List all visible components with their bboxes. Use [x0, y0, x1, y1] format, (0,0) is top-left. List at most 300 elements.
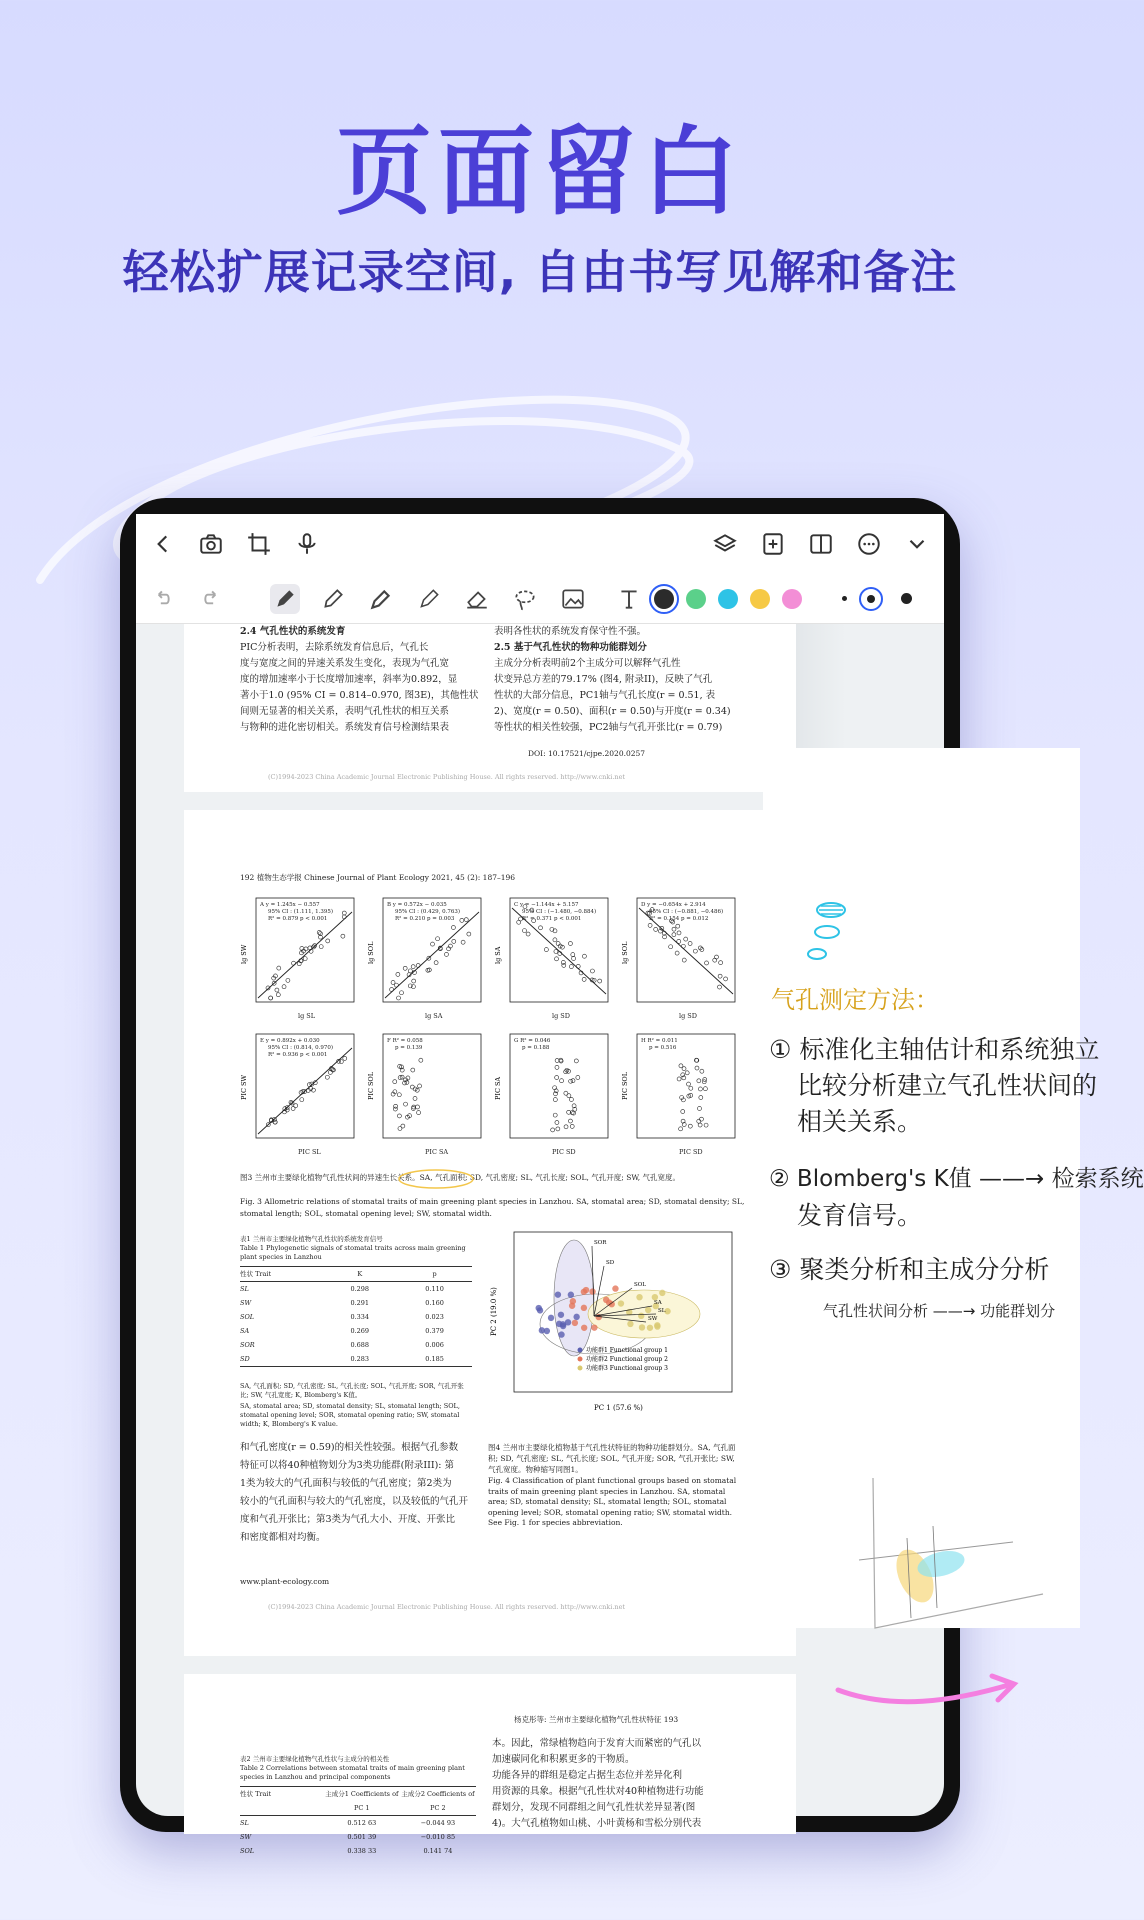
figure3-panel-E [240, 1030, 358, 1158]
data-point [522, 929, 526, 933]
pca-point [537, 1307, 543, 1313]
group1-ellipse [554, 1240, 594, 1356]
note-line-2b: 发育信号。 [797, 1201, 923, 1230]
panel-ci: p = 0.516 [649, 1045, 677, 1051]
panel-xlabel: PIC SD [679, 1148, 703, 1156]
data-point [393, 1107, 397, 1111]
data-point [418, 1084, 422, 1088]
legend-label: 功能群2 Functional group 2 [586, 1356, 668, 1363]
data-point [648, 923, 652, 927]
figure3-panel-D [621, 894, 739, 1022]
hero-title: 页面留白 [336, 116, 744, 228]
data-point [679, 1127, 683, 1131]
pca-point [572, 1320, 578, 1326]
table-cell: 0.006 [425, 1341, 444, 1349]
data-point [568, 942, 572, 946]
data-point [555, 957, 559, 961]
panel-ylabel: lg SW [240, 944, 248, 964]
data-point [275, 988, 279, 992]
data-point [598, 979, 602, 983]
panel-ci: 95% CI : (−1.480, −0.884) [522, 909, 597, 915]
pencil-icon[interactable] [318, 584, 348, 614]
data-point [698, 1087, 702, 1091]
pca-point [558, 1312, 564, 1318]
text-line: 2.4 气孔性状的系统发育 [240, 626, 346, 637]
panel-r2: R² = 0.210 p = 0.003 [395, 916, 455, 922]
data-point [413, 1096, 417, 1100]
pca-point [583, 1287, 589, 1293]
text-line: 度的增加速率小于长度增加速率，斜率为0.892，显 [240, 674, 458, 685]
note-line-1c: 相关关系。 [797, 1107, 923, 1136]
table-cell: SOL [240, 1847, 255, 1855]
data-point [693, 949, 697, 953]
data-point [276, 993, 280, 997]
redo-icon[interactable] [196, 584, 226, 614]
figure3-panel-B [367, 894, 485, 1022]
pca-arrow-label: SD [606, 1260, 615, 1266]
panel-ci: 95% CI : (−0.881, −0.486) [649, 909, 724, 915]
page-header: 杨克彤等: 兰州市主要绿化植物气孔性状特征 193 [514, 1715, 679, 1724]
panel-xlabel: PIC SD [552, 1148, 576, 1156]
data-point [582, 977, 586, 981]
panel-ci: p = 0.188 [522, 1045, 550, 1051]
panel-r2: R² = 0.879 p < 0.001 [268, 916, 328, 922]
panel-ylabel: lg SOL [367, 941, 375, 964]
data-point [539, 926, 543, 930]
table-row [240, 1816, 476, 1830]
hero-subtitle: 轻松扩展记录空间, 自由书写见解和备注 [122, 245, 958, 299]
table-cell: SL [240, 1819, 249, 1827]
text-line: 与物种的进化密切相关。系统发育信号检测结果表 [240, 722, 450, 733]
panel-ci: 95% CI : (0.429, 0.763) [395, 909, 460, 915]
data-point [273, 1120, 277, 1124]
table-row [240, 1296, 472, 1310]
notes-title: 气孔测定方法： [771, 986, 939, 1014]
table-cell: 0.023 [425, 1313, 444, 1321]
table-cell: SOL [240, 1313, 255, 1321]
pca-point [581, 1325, 587, 1331]
table-row [240, 1787, 476, 1816]
text-line: 用资源的具象。根据气孔性状对40种植物进行功能 [492, 1786, 704, 1797]
pca-point [638, 1313, 644, 1319]
data-point [688, 941, 692, 945]
pca-point [627, 1321, 633, 1327]
table-cell: 0.283 [350, 1355, 370, 1363]
panel-xlabel: PIC SA [425, 1148, 449, 1156]
table-row [240, 1267, 472, 1282]
pca-point [570, 1298, 576, 1304]
panel-xlabel: lg SD [679, 1012, 697, 1020]
panel-equation: B y = 0.572x − 0.035 [387, 902, 447, 908]
data-point [699, 1096, 703, 1100]
pca-point [548, 1315, 554, 1321]
text-line: 和气孔密度(r = 0.59)的相关性较强。根据气孔参数 [240, 1442, 459, 1453]
data-point [687, 1082, 691, 1086]
data-point [669, 945, 673, 949]
panel-ylabel: lg SOL [621, 941, 629, 964]
data-point [704, 1123, 708, 1127]
page-header: 192 植物生态学报 Chinese Journal of Plant Ecology 2021, 45 (2): 187–196 [240, 873, 516, 882]
text-line: 2.5 基于气孔性状的物种功能群划分 [494, 642, 647, 653]
table2 [240, 1786, 476, 1858]
table1-note-en: SA, stomatal area; SD, stomatal density; SL, stomatal length; SOL, stomatal opening level; SOR, stomatal opening ratio; SW, stomatal width; K, Blomberg's K value. [240, 1402, 460, 1428]
data-point [326, 939, 330, 943]
data-point [411, 1068, 415, 1072]
data-point [404, 1102, 408, 1106]
table2-title-cn: 表2 兰州市主要绿化植物气孔性状与主成分的相关性 [240, 1755, 390, 1763]
stroke-size-large[interactable] [901, 593, 912, 604]
pca-point [568, 1292, 574, 1298]
data-point [590, 969, 594, 973]
image-icon[interactable] [558, 584, 588, 614]
data-point [574, 1059, 578, 1063]
crop-icon[interactable] [244, 529, 274, 559]
text-line: 和密度都相对均衡。 [240, 1532, 326, 1543]
data-point [410, 1085, 414, 1089]
table-cell: 性状 Trait [240, 1790, 272, 1798]
data-point [571, 1079, 575, 1083]
data-point [303, 957, 307, 961]
table-cell: SL [240, 1285, 249, 1293]
data-point [282, 985, 286, 989]
table-cell: 0.512 63 [347, 1819, 377, 1827]
doi-text: DOI: 10.17521/cjpe.2020.0257 [528, 749, 646, 758]
data-point [556, 942, 560, 946]
note-line-3: ③ 聚类分析和主成分分析 [769, 1255, 1050, 1284]
note-line-2a: ② Blomberg's K值 ——→ 检索系统 [769, 1166, 1144, 1192]
data-point [719, 961, 723, 965]
data-point [571, 953, 575, 957]
chevron-down-icon[interactable] [902, 529, 932, 559]
panel-ylabel: PIC SW [240, 1074, 248, 1100]
pca-point [555, 1291, 561, 1297]
data-point [672, 927, 676, 931]
panel-ci: 95% CI : (0.814, 0.970) [268, 1045, 333, 1051]
data-point [699, 1117, 703, 1121]
table2-title-en: Table 2 Correlations between stomatal traits of main greening plant species in Lanzhou and principal components [240, 1764, 465, 1781]
panel-equation: A y = 1.245x − 0.557 [260, 902, 320, 908]
pca-ylabel: PC 2 (19.0 %) [490, 1287, 498, 1336]
text-line: 表明各性状的系统发育保守性不强。 [494, 626, 647, 637]
text-line: 加速碳同化和积累更多的干物质。 [492, 1754, 635, 1765]
table-cell: SW [240, 1299, 252, 1307]
panel-xlabel: PIC SL [298, 1148, 321, 1156]
panel-r2: R² = 0.154 p = 0.012 [649, 916, 709, 922]
text-line: 2)、宽度(r = 0.50)、面积(r = 0.50)与开度(r = 0.34) [494, 706, 731, 717]
panel-xlabel: lg SD [552, 1012, 570, 1020]
table-cell: 0.110 [425, 1285, 444, 1293]
data-point [526, 932, 530, 936]
figure3-panel-H [621, 1030, 739, 1158]
text-line: 群划分，发现不同群组之间气孔性状差异显著(图 [492, 1802, 696, 1813]
table-cell: 0.141 74 [423, 1847, 453, 1855]
color-swatch-black[interactable] [654, 589, 674, 609]
pca-point [589, 1288, 595, 1294]
highlight-ellipse [396, 1166, 476, 1192]
table-cell: 0.338 33 [347, 1847, 377, 1855]
panel-r2: R² = 0.936 p < 0.001 [268, 1052, 328, 1058]
stroke-size-small[interactable] [842, 596, 847, 601]
table-cell: 0.160 [425, 1299, 444, 1307]
figure4-pca-plot [484, 1226, 740, 1426]
highlighter-icon[interactable] [414, 584, 444, 614]
data-point [408, 969, 412, 973]
table-cell: 0.688 [350, 1341, 370, 1349]
data-point [553, 1113, 557, 1117]
text-line: 特征可以将40种植物划分为3类功能群(附录III): 第 [240, 1460, 455, 1471]
data-point [714, 955, 718, 959]
stroke-size-medium[interactable] [867, 595, 875, 603]
table-row [240, 1352, 472, 1366]
data-point [556, 1127, 560, 1131]
text-line: 1类为较大的气孔面积与较低的气孔密度；第2类为 [240, 1478, 452, 1489]
panel-ci: 95% CI : (1.111, 1.395) [268, 909, 333, 915]
table-cell: 0.379 [425, 1327, 444, 1335]
data-point [582, 954, 586, 958]
copyright-text: (C)1994-2023 China Academic Journal Electronic Publishing House. All rights reserved. http://www.cnki.net [268, 773, 626, 781]
data-point [451, 926, 455, 930]
pca-arrow-label: SA [654, 1300, 662, 1306]
table-cell: p [432, 1270, 437, 1278]
doodle-circles [793, 898, 853, 978]
data-point [419, 1058, 423, 1062]
copyright-text: (C)1994-2023 China Academic Journal Electronic Publishing House. All rights reserved. http://www.cnki.net [268, 1603, 626, 1611]
table-cell: −0.044 93 [420, 1819, 456, 1827]
text-line: 状变异总方差的79.17% (图4, 附录II)，反映了气孔 [494, 674, 713, 685]
add-note-icon[interactable] [758, 529, 788, 559]
data-point [460, 918, 464, 922]
text-icon[interactable] [614, 584, 644, 614]
data-point [689, 1086, 693, 1090]
text-line: 间则无显著的相关关系，表明气孔性状的相互关系 [240, 706, 450, 717]
camera-icon[interactable] [196, 529, 226, 559]
text-line: 著小于1.0 (95% CI = 0.814–0.970, 图3E)，其他性状 [240, 690, 479, 701]
pca-point [654, 1323, 660, 1329]
data-point [569, 965, 573, 969]
data-point [555, 1076, 559, 1080]
data-point [436, 937, 440, 941]
pca-point [591, 1324, 597, 1330]
pca-arrow-label: SL [658, 1308, 666, 1314]
data-point [412, 979, 416, 983]
text-line: 主成分分析表明前2个主成分可以解释气孔性 [494, 658, 681, 669]
panel-xlabel: lg SL [298, 1012, 316, 1020]
data-point [342, 911, 346, 915]
table1 [240, 1266, 472, 1367]
note-line-1a: ① 标准化主轴估计和系统独立 [769, 1035, 1100, 1064]
table-cell: 0.185 [425, 1355, 444, 1363]
data-point [343, 1056, 347, 1060]
text-line: 性状的大部分信息，PC1轴与气孔长度(r = 0.51, 表 [494, 690, 716, 701]
eraser-icon[interactable] [462, 584, 492, 614]
data-point [544, 948, 548, 952]
color-swatch-yellow[interactable] [750, 589, 770, 609]
pink-arrow-stroke [832, 1670, 1022, 1720]
data-point [411, 965, 415, 969]
table-row [240, 1338, 472, 1352]
table-cell: 0.501 39 [347, 1833, 377, 1841]
data-point [553, 1098, 557, 1102]
pen-toolbar [136, 574, 944, 624]
text-line: 功能各异的群组是稳定占据生态位并差异化利 [492, 1770, 683, 1781]
data-point [675, 951, 679, 955]
pca-arrow-label: SW [648, 1316, 658, 1322]
pca-point [558, 1331, 564, 1337]
text-line: 4)。大气孔植物如山桃、小叶黄杨和雪松分别代表 [492, 1818, 702, 1829]
data-point [570, 1124, 574, 1128]
data-point [705, 961, 709, 965]
data-point [698, 1123, 702, 1127]
data-point [452, 939, 456, 943]
data-point [396, 972, 400, 976]
pca-point [647, 1325, 653, 1331]
pca-point [659, 1290, 665, 1296]
text-line: 度与宽度之间的异速关系发生变化，表现为气孔宽 [240, 658, 450, 669]
panel-ci: p = 0.139 [395, 1045, 423, 1051]
table-row [240, 1830, 476, 1844]
text-line: 等性状的相关性较强，PC2轴与气孔开张比(r = 0.79) [494, 722, 723, 733]
data-point [291, 1107, 295, 1111]
text-line: 较小的气孔面积与较大的气孔密度，以及较低的气孔开 [240, 1496, 469, 1507]
table-row [240, 1310, 472, 1324]
data-point [564, 1125, 568, 1129]
pca-point [573, 1314, 579, 1320]
panel-equation: E y = 0.892x + 0.030 [260, 1038, 320, 1044]
panel-equation: F R² = 0.058 [387, 1038, 423, 1044]
data-point [718, 974, 722, 978]
table-cell: −0.010 85 [420, 1833, 456, 1841]
panel-ylabel: PIC SOL [367, 1071, 375, 1100]
data-point [467, 932, 471, 936]
pca-xlabel: PC 1 (57.6 %) [594, 1404, 643, 1412]
split-view-icon[interactable] [806, 529, 836, 559]
data-point [277, 966, 281, 970]
note-line-1b: 比较分析建立气孔性状间的 [797, 1071, 1098, 1100]
data-point [576, 1075, 580, 1079]
table-cell: SW [240, 1833, 252, 1841]
text-line: 度和气孔开张比；第3类为气孔大小、开度、开张比 [240, 1514, 456, 1525]
data-point [555, 1121, 559, 1125]
color-swatch-cyan[interactable] [718, 589, 738, 609]
figure4-caption-cn: 图4 兰州市主要绿化植物基于气孔性状特征的物种功能群划分。SA, 气孔面积; SD, 气孔密度; SL, 气孔长度; SOL, 气孔开度; SOR, 气孔开张比; SW, 气孔宽度。物种缩写同图1。 [488, 1443, 736, 1474]
data-point [560, 1079, 564, 1083]
panel-ylabel: PIC SA [494, 1076, 502, 1100]
data-point [417, 1111, 421, 1115]
regression-line [258, 1048, 352, 1134]
data-point [304, 947, 308, 951]
undo-icon[interactable] [148, 584, 178, 614]
table-cell: SD [240, 1355, 250, 1363]
more-icon[interactable] [854, 529, 884, 559]
data-point [567, 1094, 571, 1098]
data-point [300, 1098, 304, 1102]
table-cell: 0.291 [350, 1299, 370, 1307]
data-point [286, 978, 290, 982]
data-point [397, 1093, 401, 1097]
data-point [682, 958, 686, 962]
data-point [677, 1077, 681, 1081]
panel-ylabel: lg SA [494, 946, 502, 964]
data-point [672, 933, 676, 937]
data-point [554, 950, 558, 954]
color-swatch-green[interactable] [686, 589, 706, 609]
regression-line [385, 912, 479, 998]
data-point [700, 1069, 704, 1073]
data-point [397, 1114, 401, 1118]
table-cell: SA [240, 1327, 250, 1335]
figure3-panel-F [367, 1030, 485, 1158]
figure3-caption-cn: 图3 兰州市主要绿化植物气孔性状间的异速生长关系。SA, 气孔面积; SD, 气孔密度; SL, 气孔长度; SOL, 气孔开度; SW, 气孔宽度。 [240, 1173, 680, 1182]
data-point [654, 927, 658, 931]
layers-icon[interactable] [710, 529, 740, 559]
pen-icon[interactable] [270, 584, 300, 614]
figure3-panel-G [494, 1030, 612, 1158]
pca-point [560, 1321, 566, 1327]
data-point [684, 937, 688, 941]
data-point [697, 1119, 701, 1123]
table-cell: 主成分2 Coefficients of PC 2 [401, 1790, 475, 1812]
legend-label: 功能群3 Functional group 3 [586, 1365, 668, 1372]
legend-label: 功能群1 Functional group 1 [586, 1347, 668, 1354]
data-point [569, 1097, 573, 1101]
data-point [393, 1080, 397, 1084]
data-point [679, 1064, 683, 1068]
color-swatch-pink[interactable] [782, 589, 802, 609]
back-icon[interactable] [148, 529, 178, 559]
panel-equation: H R² = 0.011 [641, 1038, 678, 1044]
data-point [464, 918, 468, 922]
data-point [553, 1092, 557, 1096]
data-point [695, 1066, 699, 1070]
microphone-icon[interactable] [292, 529, 322, 559]
legend-marker [578, 1357, 583, 1362]
data-point [341, 934, 345, 938]
data-point [724, 977, 728, 981]
pca-point [603, 1297, 609, 1303]
table-row [240, 1324, 472, 1338]
text-line: PIC分析表明，去除系统发育信息后，气孔长 [240, 642, 429, 653]
data-point [572, 956, 576, 960]
data-point [415, 1105, 419, 1109]
panel-ylabel: PIC SOL [621, 1071, 629, 1100]
pca-point [618, 1300, 624, 1306]
data-point [461, 940, 465, 944]
table1-title-cn: 表1 兰州市主要绿化植物气孔性状的系统发育信号 [240, 1235, 383, 1243]
data-point [688, 1124, 692, 1128]
regression-line [258, 912, 352, 998]
lasso-icon[interactable] [510, 584, 540, 614]
data-point [444, 952, 448, 956]
pca-arrow-label: SOR [594, 1240, 607, 1246]
pca-point [636, 1294, 642, 1300]
pca-sketch-drawing [853, 1468, 1053, 1648]
pca-point [581, 1305, 587, 1311]
pca-point [645, 1307, 651, 1313]
document-page-1 [184, 624, 796, 792]
data-point [697, 1106, 701, 1110]
data-point [325, 1075, 329, 1079]
table-cell: 0.298 [350, 1285, 370, 1293]
data-point [398, 1126, 402, 1130]
figure3-caption-en-2: stomatal length; SOL, stomatal opening level; SW, stomatal width. [240, 1209, 492, 1218]
panel-xlabel: lg SA [425, 1012, 443, 1020]
data-point [676, 924, 680, 928]
data-point [397, 996, 401, 1000]
marker-icon[interactable] [366, 584, 396, 614]
data-point [697, 1079, 701, 1083]
table-cell: 主成分1 Coefficients of PC 1 [325, 1790, 399, 1812]
figure3-panel-C [494, 894, 612, 1022]
